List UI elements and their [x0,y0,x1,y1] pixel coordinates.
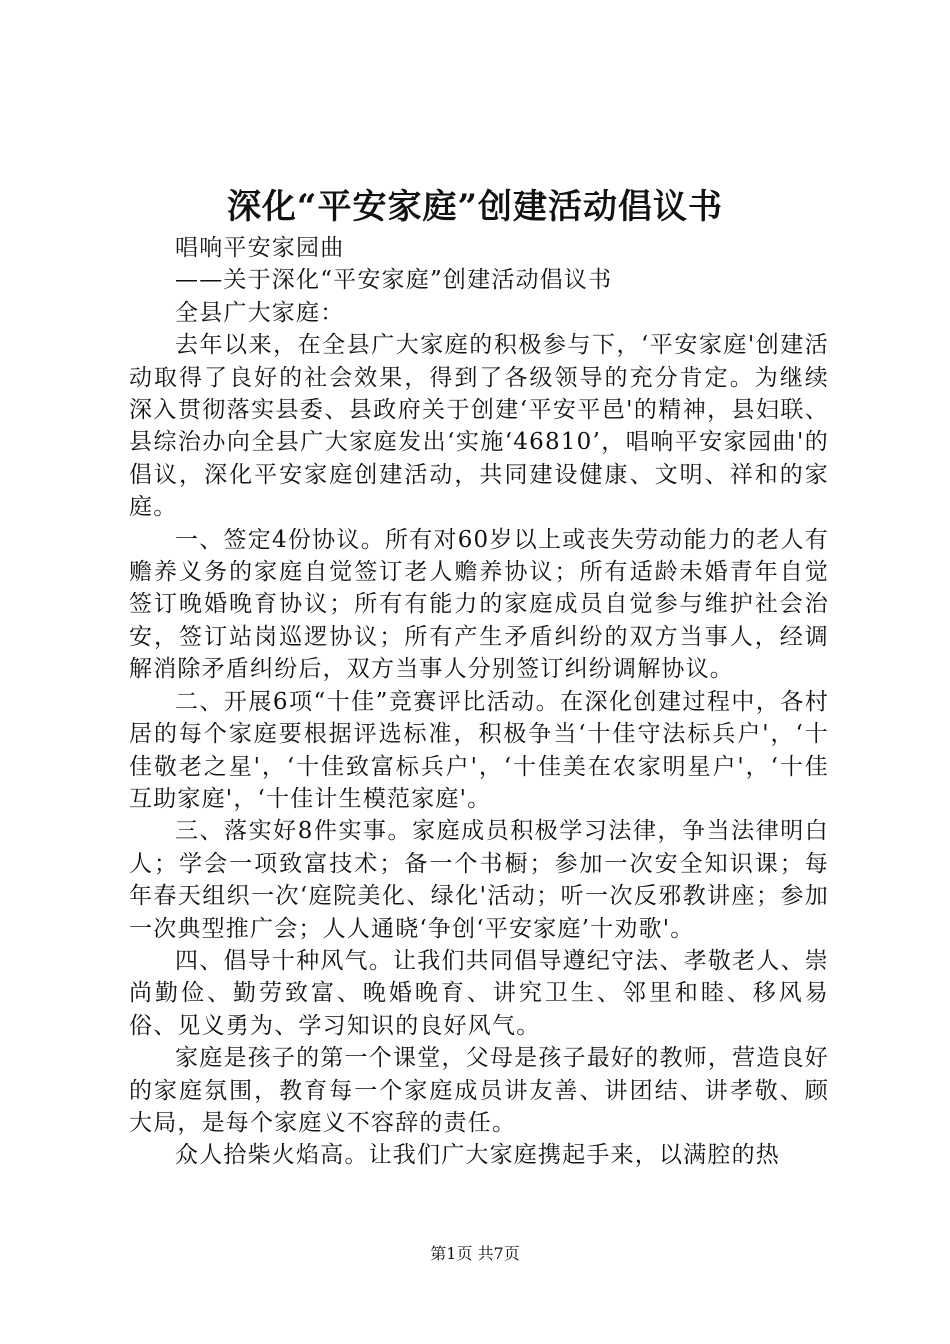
body-paragraph: 去年以来，在全县广大家庭的积极参与下，‘平安家庭'创建活动取得了良好的社会效果，得到了各级领导的充分肯定。为继续深入贯彻落实县委、县政府关于创建‘平安平邑'的精神，县妇联、县综治办向全县广大家庭发出‘实施‘46810’，唱响平安家园曲'的倡议，深化平安家庭创建活动，共同建设健康、文明、祥和的家庭。 [129,332,829,521]
body-paragraph: 二、开展6项“十佳”竞赛评比活动。在深化创建过程中，各村居的每个家庭要根据评选标准，积极争当‘十佳守法标兵户'，‘十佳敬老之星'，‘十佳致富标兵户'，‘十佳美在农家明星户'，‘十佳互助家庭'，‘十佳计生模范家庭'。 [129,688,829,812]
document-body [129,232,829,1172]
subtitle-line: ——关于深化“平安家庭”创建活动倡议书 [175,267,613,294]
body-paragraph: 家庭是孩子的第一个课堂，父母是孩子最好的教师，营造良好的家庭氛围，教育每一个家庭成员讲友善、讲团结、讲孝敬、顾大局，是每个家庭义不容辞的责任。 [129,1045,829,1136]
body-paragraph: 四、倡导十种风气。让我们共同倡导遵纪守法、孝敬老人、崇尚勤俭、勤劳致富、晚婚晚育、讲究卫生、邻里和睦、移风易俗、见义勇为、学习知识的良好风气。 [129,947,829,1039]
document-title: 深化“平安家庭”创建活动倡议书 [226,187,724,227]
subtitle-line: 唱响平安家园曲 [175,235,345,261]
salutation: 全县广大家庭： [175,299,345,326]
body-paragraph: 三、落实好8件实事。家庭成员积极学习法律，争当法律明白人；学会一项致富技术；备一个书橱；参加一次安全知识课；每年春天组织一次‘庭院美化、绿化'活动；听一次反邪教讲座；参加一次典型推广会；人人通晓‘争创‘平安家庭’十劝歌'。 [129,818,829,942]
body-paragraph: 一、签定4份协议。所有对60岁以上或丧失劳动能力的老人有赡养义务的家庭自觉签订老人赡养协议；所有适龄未婚青年自觉签订晚婚晚育协议；所有有能力的家庭成员自觉参与维护社会治安，签订站岗巡逻协议；所有产生矛盾纠纷的双方当事人，经调解消除矛盾纠纷后，双方当事人分别签订纠纷调解协议。 [129,526,829,683]
body-paragraph: 众人拾柴火焰高。让我们广大家庭携起手来，以满腔的热 [175,1142,780,1169]
page-footer: 第1页 共7页 [430,1244,520,1263]
